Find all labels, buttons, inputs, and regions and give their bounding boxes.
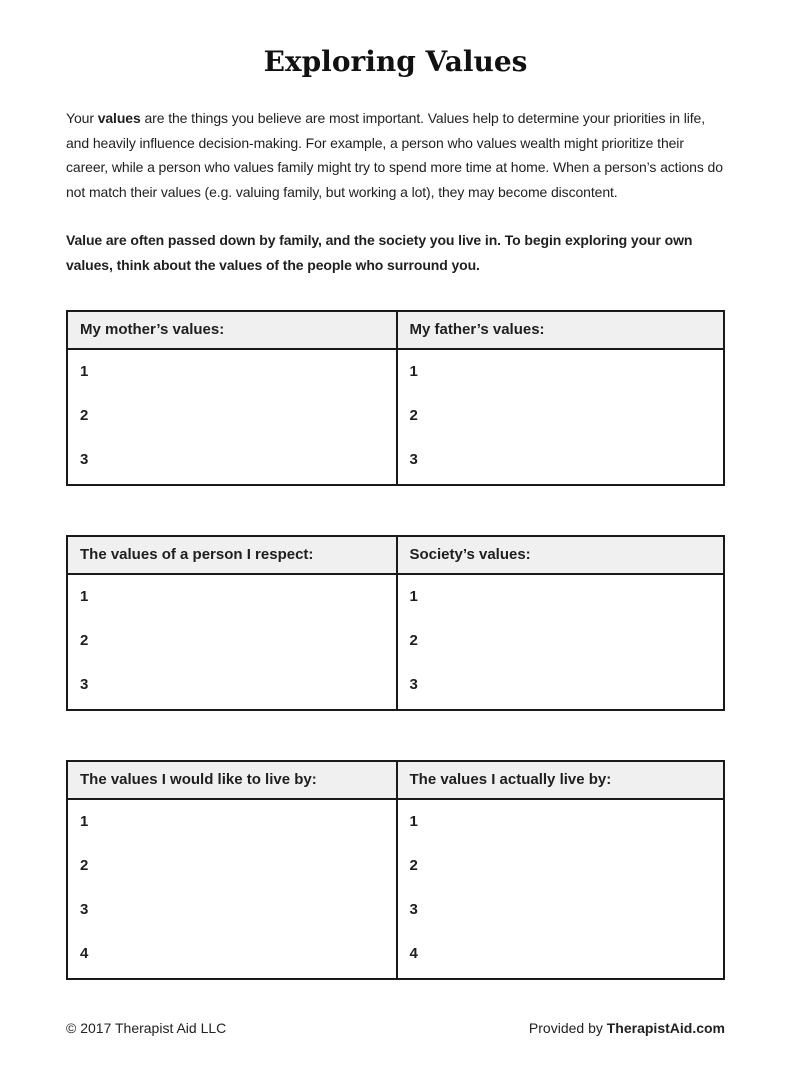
number-label: 1	[80, 813, 89, 830]
number-label: 3	[409, 451, 418, 468]
number-label: 1	[409, 813, 418, 830]
prompt-paragraph: Value are often passed down by family, and the society you live in. To begin exploring your own values, think about the values of the people who surround you.	[66, 232, 693, 273]
table-body-row	[68, 800, 723, 978]
table-header-cell: Society’s values:	[396, 537, 724, 573]
number-label: 3	[409, 676, 418, 693]
page-footer	[66, 1020, 725, 1036]
table-body-row	[68, 350, 723, 484]
number-label: 2	[409, 407, 418, 424]
number-label: 1	[80, 363, 89, 380]
intro-text-rest: are the things you believe are most important. Values help to determine your priorities in life, and heavily influence decision-making. For example, a person who values wealth might prioritize their career, while a person who values family might try to spend more time at home. When a person’s actions do not match their values (e.g. valuing family, but working a lot), they may become discontent.	[66, 110, 723, 200]
number-label: 2	[80, 857, 89, 874]
number-label: 4	[409, 945, 418, 962]
number-label: 3	[80, 676, 89, 693]
footer-copyright: © 2017 Therapist Aid LLC	[66, 1020, 227, 1036]
number-label: 3	[409, 901, 418, 918]
number-label: 2	[409, 632, 418, 649]
number-label: 3	[80, 901, 89, 918]
fill-in-cell	[68, 350, 396, 484]
number-label: 1	[409, 363, 418, 380]
worksheet-page	[0, 44, 791, 1068]
intro-bold-word: values	[97, 110, 141, 126]
number-label: 2	[80, 632, 89, 649]
table-header-cell: My mother’s values:	[68, 312, 396, 348]
number-label: 1	[80, 588, 89, 605]
provided-by-text: Provided by	[528, 1020, 607, 1036]
intro-text-pre: Your	[66, 110, 98, 126]
table-body-row	[68, 575, 723, 709]
fill-in-cell	[396, 350, 724, 484]
values-table-live-by	[66, 760, 725, 980]
table-header-cell: My father’s values:	[396, 312, 724, 348]
fill-in-cell	[68, 800, 396, 978]
site-name: TherapistAid.com	[606, 1020, 725, 1036]
table-header-row	[68, 537, 723, 575]
table-header-cell: The values I would like to live by:	[68, 762, 396, 798]
fill-in-cell	[68, 575, 396, 709]
fill-in-cell	[396, 800, 724, 978]
table-header-cell: The values of a person I respect:	[68, 537, 396, 573]
number-label: 4	[80, 945, 89, 962]
number-label: 3	[80, 451, 89, 468]
table-header-row	[68, 762, 723, 800]
footer-provided-by	[529, 1020, 725, 1036]
number-label: 2	[409, 857, 418, 874]
table-header-cell: The values I actually live by:	[396, 762, 724, 798]
values-table-respect-society	[66, 535, 725, 711]
table-header-row	[68, 312, 723, 350]
intro-paragraph	[66, 106, 725, 204]
fill-in-cell	[396, 575, 724, 709]
number-label: 1	[409, 588, 418, 605]
values-table-parents	[66, 310, 725, 486]
page-title: Exploring Values	[263, 45, 528, 78]
number-label: 2	[80, 407, 89, 424]
